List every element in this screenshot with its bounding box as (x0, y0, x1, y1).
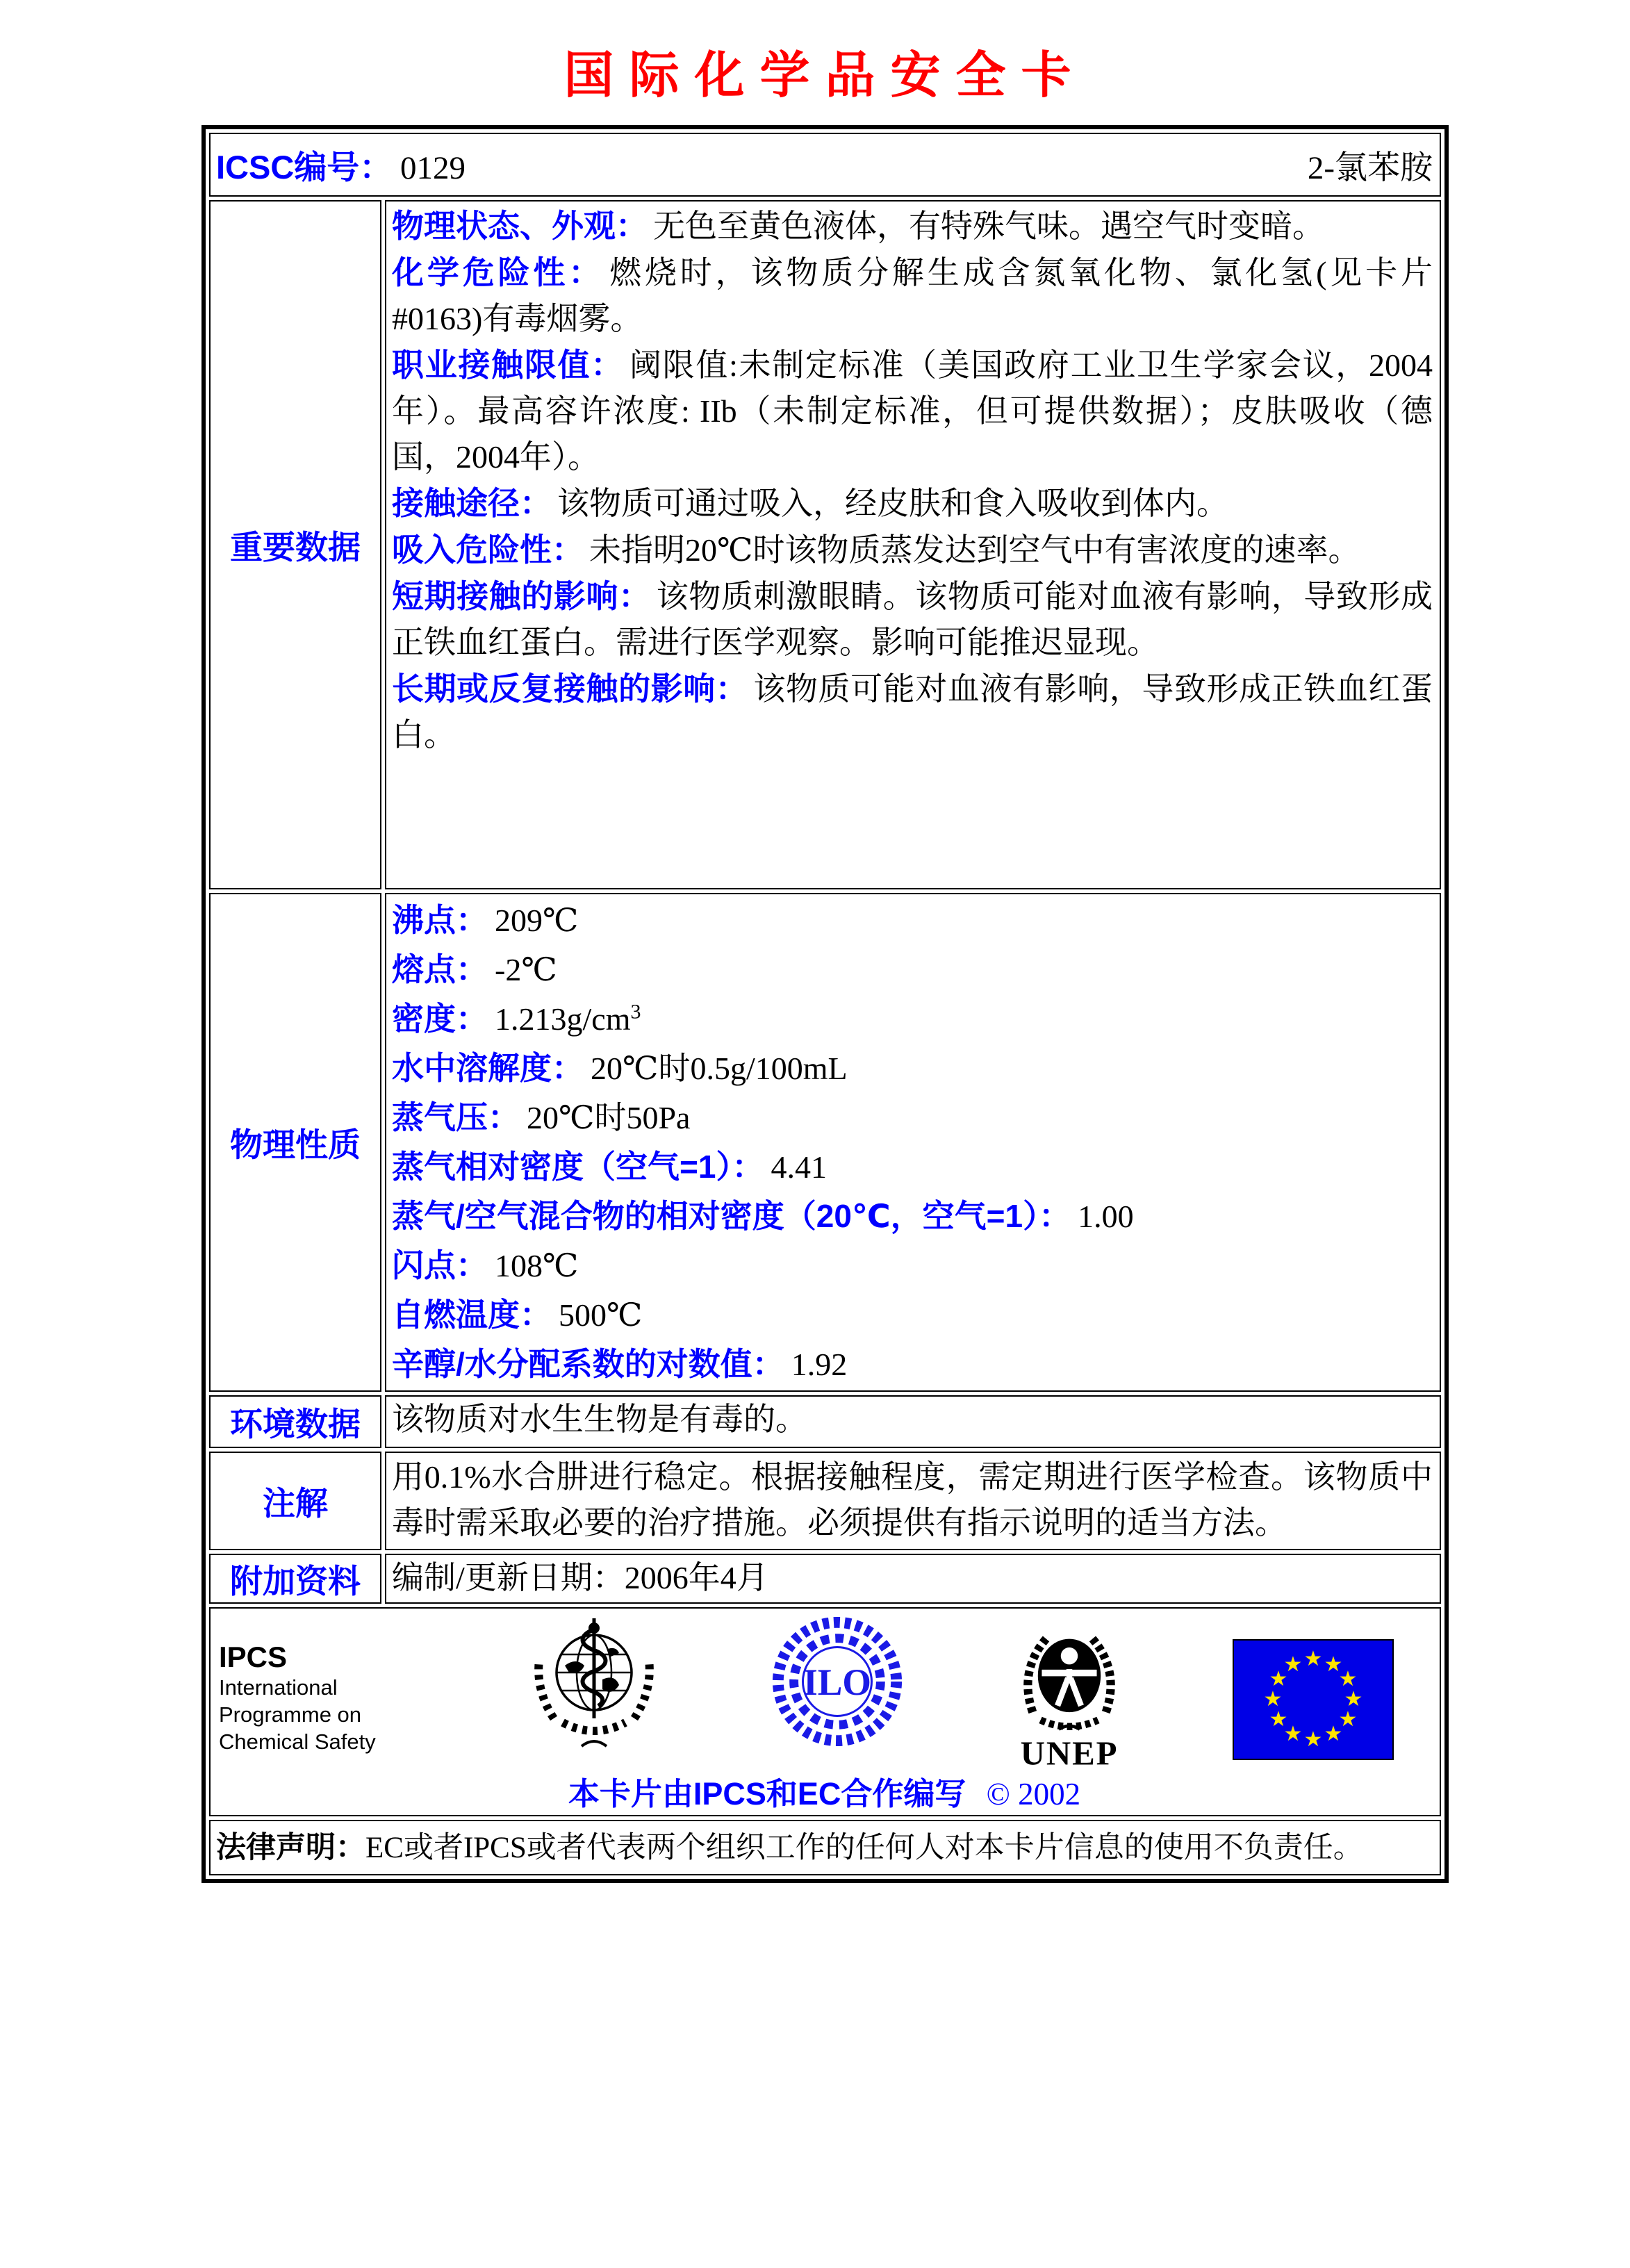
svg-text:★: ★ (1283, 1652, 1303, 1677)
important-data-content (385, 200, 1441, 889)
notes-row (209, 1452, 1441, 1550)
notes-content: 用0.1%水合肼进行稳定。根据接触程度，需定期进行医学检查。该物质中毒时需采取必要的治疗措施。必须提供有指示说明的适当方法。 (385, 1452, 1441, 1550)
svg-text:★: ★ (1303, 1727, 1323, 1752)
legal-label: 法律声明： (216, 1830, 365, 1864)
physical-properties-row (209, 893, 1441, 1392)
additional-info-content: 编制/更新日期：2006年4月 (385, 1554, 1441, 1604)
additional-info-row (209, 1554, 1441, 1604)
property-line: 自燃温度： 500℃ (392, 1297, 643, 1333)
physical-properties-label: 物理性质 (209, 893, 381, 1392)
additional-info-label: 附加资料 (209, 1554, 381, 1604)
legal-cell (209, 1820, 1441, 1875)
important-data-label: 重要数据 (209, 200, 381, 889)
ipcs-acronym: IPCS (219, 1641, 288, 1673)
data-item: 吸入危险性： 未指明20℃时该物质蒸发达到空气中有害浓度的速率。 (392, 532, 1360, 568)
environmental-data-content: 该物质对水生生物是有毒的。 (385, 1395, 1441, 1448)
page-title: 国际化学品安全卡 (563, 48, 1087, 104)
property-line: 闪点： 108℃ (392, 1247, 579, 1283)
property-line: 蒸气压： 20℃时50Pa (392, 1099, 691, 1135)
logos-cell (209, 1607, 1441, 1816)
cooperation-caption: 本卡片由IPCS和EC合作编写 © 2002 (568, 1776, 1081, 1811)
property-line: 水中溶解度： 20℃时0.5g/100mL (392, 1050, 848, 1086)
property-line: 熔点： -2℃ (392, 951, 557, 987)
eu-flag-icon (1233, 1639, 1394, 1764)
ilo-logo-icon (768, 1613, 906, 1754)
legal-row (209, 1820, 1441, 1875)
who-logo-icon (525, 1613, 664, 1755)
icsc-card-table (201, 125, 1449, 1883)
header-cell (209, 133, 1441, 197)
svg-text:★: ★ (1269, 1707, 1288, 1732)
data-item: 接触途径： 该物质可通过吸入，经皮肤和食入吸收到体内。 (392, 485, 1228, 521)
environmental-data-row (209, 1395, 1441, 1448)
header-row (209, 133, 1441, 197)
svg-text:★: ★ (1338, 1667, 1358, 1691)
unep-letters: UNEP (1020, 1734, 1119, 1770)
svg-text:★: ★ (1303, 1647, 1323, 1671)
property-line: 辛醇/水分配系数的对数值： 1.92 (392, 1346, 848, 1382)
property-line: 蒸气相对密度（空气=1）： 4.41 (392, 1149, 827, 1185)
svg-text:★: ★ (1338, 1707, 1358, 1732)
svg-text:★: ★ (1324, 1652, 1343, 1677)
data-item: 长期或反复接触的影响： 该物质可能对血液有影响，导致形成正铁血红蛋白。 (392, 671, 1433, 753)
superscript: 3 (630, 1000, 641, 1024)
property-line: 蒸气/空气混合物的相对密度（20℃，空气=1）： 1.00 (392, 1198, 1134, 1234)
chemical-name: 2-氯苯胺 (1307, 149, 1433, 186)
legal-text: EC或者IPCS或者代表两个组织工作的任何人对本卡片信息的使用不负责任。 (365, 1831, 1363, 1864)
svg-text:★: ★ (1263, 1687, 1283, 1711)
environmental-data-label: 环境数据 (209, 1395, 381, 1448)
svg-text:★: ★ (1324, 1722, 1343, 1746)
svg-text:★: ★ (1283, 1722, 1303, 1746)
icsc-number-group (216, 142, 466, 188)
svg-text:★: ★ (1269, 1667, 1288, 1691)
important-data-row (209, 200, 1441, 889)
property-line: 密度： $1.213g/cm^3$ (392, 1000, 641, 1037)
data-item: 短期接触的影响： 该物质刺激眼睛。该物质可能对血液有影响，导致形成正铁血红蛋白。需进行医学观察。影响可能推迟显现。 (392, 578, 1433, 660)
notes-label: 注解 (209, 1452, 381, 1550)
ilo-letters: ILO (802, 1661, 871, 1703)
svg-text:★: ★ (1344, 1687, 1363, 1711)
data-item: 化学危险性： 燃烧时，该物质分解生成含氮氧化物、氯化氢(见卡片 #0163)有毒烟雾。 (392, 254, 1433, 336)
icsc-number-value: 0129 (400, 149, 466, 186)
data-item: 职业接触限值： 阈限值:未制定标准（美国政府工业卫生学家会议，2004年）。最高容许浓度: IIb（未制定标准，但可提供数据）；皮肤吸收（德国，2004年）。 (392, 347, 1433, 475)
physical-properties-content (385, 893, 1441, 1392)
unep-logo-icon (1010, 1613, 1128, 1773)
logos-row (209, 1607, 1441, 1816)
icsc-number-label: ICSC编号： (216, 148, 393, 186)
ipcs-text-block: IPCS International Programme on Chemical Safety (219, 1641, 420, 1755)
property-line: 沸点： 209℃ (392, 902, 579, 938)
data-item: 物理状态、外观： 无色至黄色液体，有特殊气味。遇空气时变暗。 (392, 208, 1324, 244)
